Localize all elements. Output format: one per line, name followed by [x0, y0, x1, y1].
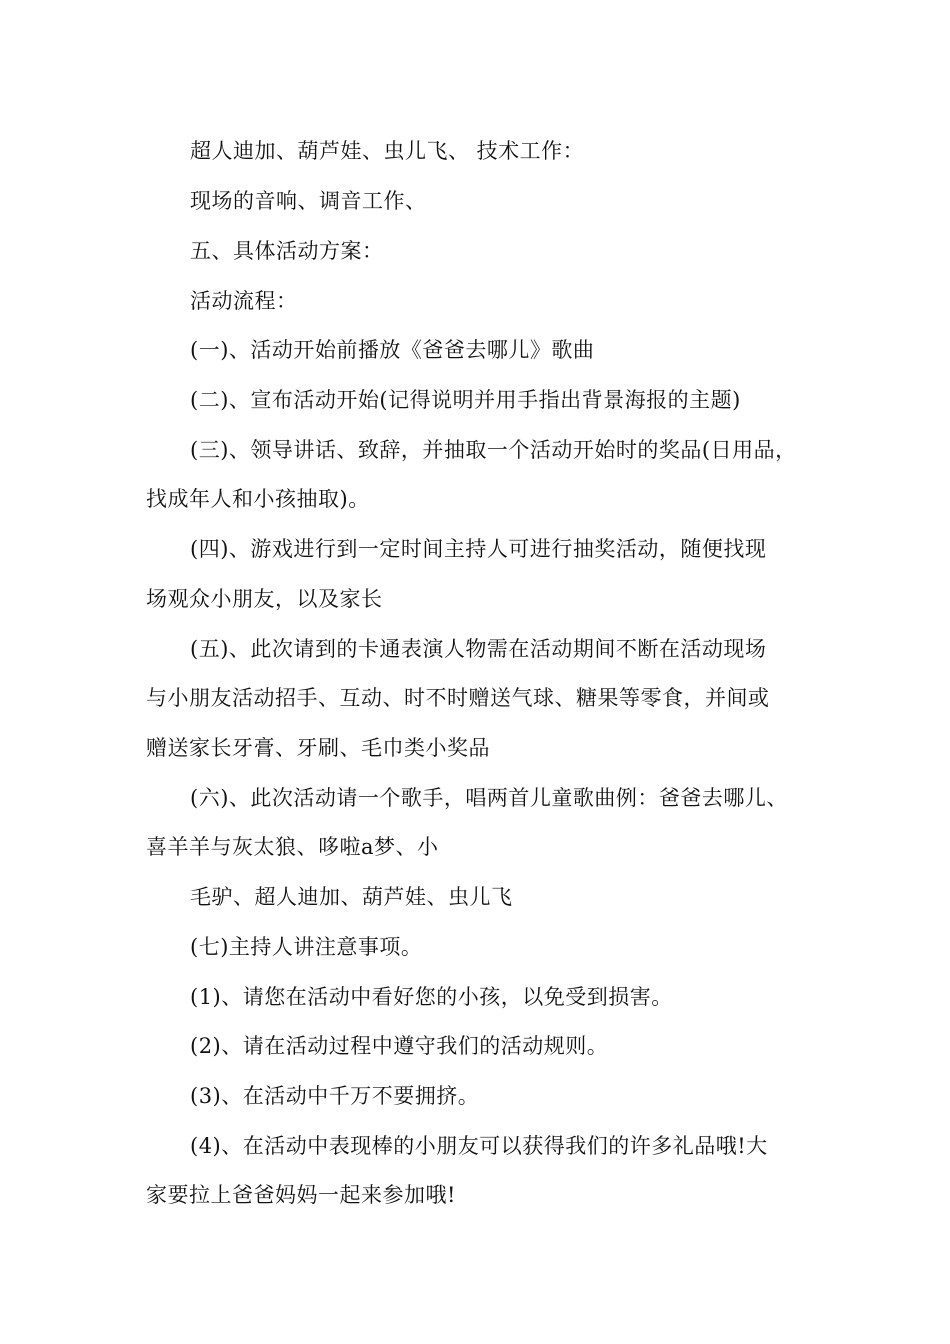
text-line: 喜羊羊与灰太狼、哆啦a梦、小: [146, 835, 439, 859]
text-line: (4)、在活动中表现棒的小朋友可以获得我们的许多礼品哦!大: [190, 1134, 768, 1158]
text-line: (1)、请您在活动中看好您的小孩，以免受到损害。: [190, 985, 673, 1009]
text-line: 赠送家长牙膏、牙刷、毛巾类小奖品: [146, 736, 490, 760]
subsection-heading: 活动流程：: [190, 289, 298, 313]
section-heading: 五、具体活动方案：: [190, 239, 384, 263]
text-line: 找成年人和小孩抽取)。: [146, 487, 370, 511]
text-line: 与小朋友活动招手、互动、时不时赠送气球、糖果等零食，并间或: [146, 686, 770, 710]
text-line: (3)、在活动中千万不要拥挤。: [190, 1084, 480, 1108]
text-line: 场观众小朋友，以及家长: [146, 587, 383, 611]
text-line: 现场的音响、调音工作、: [190, 189, 427, 213]
text-line: 毛驴、超人迪加、葫芦娃、虫儿飞: [190, 885, 513, 909]
text-line: 家要拉上爸爸妈妈一起来参加哦!: [146, 1183, 456, 1207]
text-line: (七)主持人讲注意事项。: [190, 935, 423, 959]
text-line: (2)、请在活动过程中遵守我们的活动规则。: [190, 1034, 609, 1058]
text-line: 超人迪加、葫芦娃、虫儿飞、 技术工作：: [190, 139, 585, 163]
text-line: (一)、活动开始前播放《爸爸去哪儿》歌曲: [190, 338, 595, 362]
text-line: (三)、领导讲话、致辞，并抽取一个活动开始时的奖品(日用品，: [190, 438, 797, 462]
text-line: (四)、游戏进行到一定时间主持人可进行抽奖活动，随便找现: [190, 537, 767, 561]
text-line: (六)、此次活动请一个歌手，唱两首儿童歌曲例：爸爸去哪儿、: [190, 786, 788, 810]
text-line: (五)、此次请到的卡通表演人物需在活动期间不断在活动现场: [190, 637, 767, 661]
text-line: (二)、宣布活动开始(记得说明并用手指出背景海报的主题): [190, 388, 741, 412]
